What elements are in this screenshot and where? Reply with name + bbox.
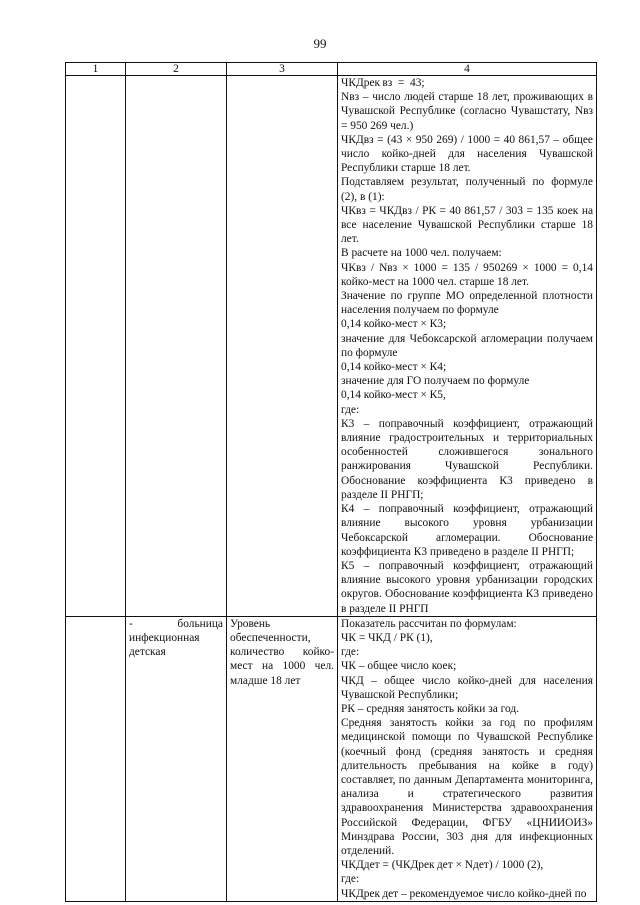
text-line: ЧКДрек дет – рекомендуемое число койко-дней по	[341, 887, 587, 900]
formula-line: ЧКДрек вз = 43;	[341, 77, 425, 89]
text-line: где:	[341, 646, 360, 659]
text-line: где:	[341, 873, 360, 886]
header-cell-1: 1	[66, 63, 126, 76]
text-paragraph: Средняя занятость койки за год по профилям медицинской помощи по Чувашской Республике (коечный фонд (средняя занятость и средняя длительность пребывания на койке в году) составляет, по данным Департамента мониторинга, анализа и стратегического развития здравоохранения Министерства здравоохранения Российской Федерации, ФГБУ «ЦНИИОИЗ» Минздрава России, 303 дня для инфекционных отделений.	[341, 717, 593, 857]
header-cell-3: 3	[227, 63, 338, 76]
formula-line: ЧКвз / Nвз × 1000 = 135 / 950269 × 1000 = 0,14 койко-мест на 1000 чел. старше 18 лет.	[341, 261, 593, 288]
text-line: РК – средняя занятость койки за год.	[341, 702, 519, 715]
text-line: Значение по группе МО определенной плотности населения получаем по формуле	[341, 290, 593, 317]
norms-table	[65, 62, 597, 902]
facility-type: - больница инфекционная детская	[129, 617, 223, 659]
facility-type-cell	[126, 616, 227, 901]
indicator-cell	[227, 616, 338, 901]
row1-col1	[66, 76, 126, 617]
row1-col4	[338, 76, 597, 617]
text-line: где:	[341, 403, 360, 416]
formula-line: 0,14 койко-мест × К5,	[341, 389, 446, 402]
formula-line: ЧКДдет = (ЧКДрек дет × Nдет) / 1000 (2),	[341, 859, 544, 872]
header-cell-4: 4	[338, 63, 597, 76]
text-line: Показатель рассчитан по формулам:	[341, 617, 517, 630]
row2-col4	[338, 616, 597, 901]
text-line: Подставляем результат, полученный по формуле (2), в (1):	[341, 176, 593, 203]
indicator-text: Уровень обеспеченности, количество койко-мест на 1000 чел. младше 18 лет	[230, 617, 334, 687]
table-row-adult-calc	[66, 76, 597, 617]
row1-col2	[126, 76, 227, 617]
formula-line: 0,14 койко-мест × К4;	[341, 361, 447, 374]
page-number: 99	[313, 36, 327, 51]
table-row-infectious-children	[66, 616, 597, 901]
coefficient-k4-text: К4 – поправочный коэффициент, отражающий влияние высокого уровня урбанизации Чебоксарской агломерации. Обоснование коэффициента К3 приведено в разделе II РНГП;	[341, 503, 593, 558]
formula-line: ЧКвз = ЧКДвз / РК = 40 861,57 / 303 = 135 коек на все население Чувашской Республики старше 18 лет.	[341, 204, 593, 246]
text-line: значение для ГО получаем по формуле	[341, 375, 530, 388]
row1-col3	[227, 76, 338, 617]
header-cell-2: 2	[126, 63, 227, 76]
coefficient-k3-text: К3 – поправочный коэффициент, отражающий влияние градостроительных и территориальных особенностей сложившегося зонального ранжирования Чувашской Республики. Обоснование коэффициента К3 приведено в разделе II РНГП;	[341, 417, 593, 501]
text-line: ЧК – общее число коек;	[341, 660, 457, 673]
formula-line: ЧК = ЧКД / РК (1),	[341, 631, 433, 644]
table-header-row	[66, 63, 597, 76]
text-line: ЧКД – общее число койко-дней для населения Чувашской Республики;	[341, 674, 593, 701]
text-line: В расчете на 1000 чел. получаем:	[341, 247, 502, 260]
row2-col1	[66, 616, 126, 901]
coefficient-k5-text: К5 – поправочный коэффициент, отражающий влияние высокого уровня урбанизации городских округов. Обоснование коэффициента К3 приведено в разделе II РНГП	[341, 559, 593, 615]
text-line: значение для Чебоксарской агломерации получаем по формуле	[341, 332, 593, 359]
formula-line: 0,14 койко-мест × К3;	[341, 318, 447, 331]
formula-line: ЧКДвз = (43 × 950 269) / 1000 = 40 861,57 – общее число койко-дней для населения Чувашской Республики старше 18 лет.	[341, 133, 593, 175]
text-line: Nвз – число людей старше 18 лет, проживающих в Чувашской Республике (согласно Чувашстату, Nвз = 950 269 чел.)	[341, 91, 593, 132]
